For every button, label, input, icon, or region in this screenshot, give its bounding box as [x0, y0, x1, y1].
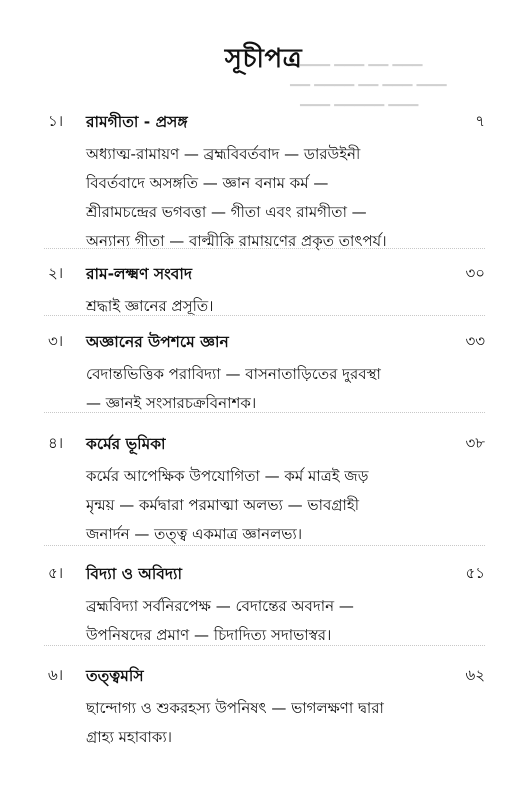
- description-line: ব্রহ্মবিদ্যা সর্বনিরপেক্ষ — বেদান্তের অবদান —: [86, 597, 354, 615]
- entry-description: [86, 292, 486, 321]
- description-line: কর্মের আপেক্ষিক উপযোগিতা — কর্ম মাত্রই জড়: [86, 467, 369, 485]
- entry-divider: [44, 645, 485, 646]
- entry-heading[interactable]: রামগীতা - প্রসঙ্গ: [86, 113, 188, 131]
- entry-divider: [44, 248, 485, 249]
- entry-page-number: ৩০: [465, 264, 485, 282]
- entry-description: [86, 360, 486, 418]
- entry-number: ৬।: [48, 666, 64, 684]
- entry-heading[interactable]: কর্মের ভূমিকা: [86, 435, 166, 453]
- description-line: বিবর্তবাদে অসঙ্গতি — জ্ঞান বনাম কর্ম —: [86, 174, 329, 192]
- description-line: গ্রাহ্য মহাবাক্য।: [86, 728, 173, 746]
- entry-description: [86, 462, 486, 549]
- description-line: অধ্যাত্ম-রামায়ণ — ব্রহ্মবিবর্তবাদ — ডারউইনী: [86, 145, 361, 163]
- entry-heading[interactable]: তত্ত্বমসি: [86, 667, 144, 685]
- description-line: শ্রীরামচন্দ্রের ভগবত্তা — গীতা এবং রামগীতা —: [86, 203, 367, 221]
- entry-page-number: ৭: [475, 112, 485, 130]
- entry-divider: [44, 315, 485, 316]
- entry-heading[interactable]: অজ্ঞানের উপশমে জ্ঞান: [86, 333, 229, 351]
- entry-number: ২।: [48, 264, 64, 282]
- entry-description: [86, 140, 486, 256]
- entry-heading[interactable]: রাম-লক্ষ্মণ সংবাদ: [86, 265, 193, 283]
- entry-page-number: ৩৩: [465, 332, 485, 350]
- description-line: উপনিষদের প্রমাণ — চিদাদিত্য সদাভাস্বর।: [86, 626, 332, 644]
- bleed-through-mark: ▁▁▁ ▁▁▁▁▁ ▁▁▁: [300, 92, 419, 107]
- description-line: — জ্ঞানই সংসারচক্রবিনাশক।: [86, 394, 257, 412]
- entry-divider: [44, 412, 485, 413]
- bleed-through-mark: ▁▁ ▁▁▁▁ ▁▁ ▁▁▁ ▁▁▁: [290, 72, 447, 87]
- description-line: বেদান্তভিত্তিক পরাবিদ্যা — বাসনাতাড়িতের দুরবস্থা: [86, 365, 381, 383]
- description-line: মৃন্ময় — কর্মদ্বারা পরমাত্মা অলভ্য — ভাবগ্রাহী: [86, 496, 360, 514]
- entry-description: [86, 592, 486, 650]
- entry-heading[interactable]: বিদ্যা ও অবিদ্যা: [86, 565, 183, 583]
- entry-description: [86, 694, 486, 752]
- description-line: শ্রদ্ধাই জ্ঞানের প্রসূতি।: [86, 297, 214, 315]
- description-line: অন্যান্য গীতা — বাল্মীকি রামায়ণের প্রকৃত তাৎপর্য।: [86, 232, 387, 250]
- page-title: সূচীপত্র: [224, 44, 303, 74]
- description-line: জনার্দন — তত্ত্ব একমাত্র জ্ঞানলভ্য।: [86, 525, 303, 543]
- entry-page-number: ৬২: [465, 666, 485, 684]
- bleed-through-mark: ▁▁▁ ▁▁▁ ▁▁ ▁▁▁: [300, 52, 423, 67]
- description-line: ছান্দোগ্য ও শুকরহস্য উপনিষৎ — ভাগলক্ষণা দ্বারা: [86, 699, 384, 717]
- entry-divider: [44, 545, 485, 546]
- entry-number: ১।: [48, 112, 64, 130]
- entry-page-number: ৩৮: [465, 434, 485, 452]
- entry-page-number: ৫১: [465, 564, 485, 582]
- entry-number: ৪।: [48, 434, 64, 452]
- entry-number: ৫।: [48, 564, 64, 582]
- entry-number: ৩।: [48, 332, 64, 350]
